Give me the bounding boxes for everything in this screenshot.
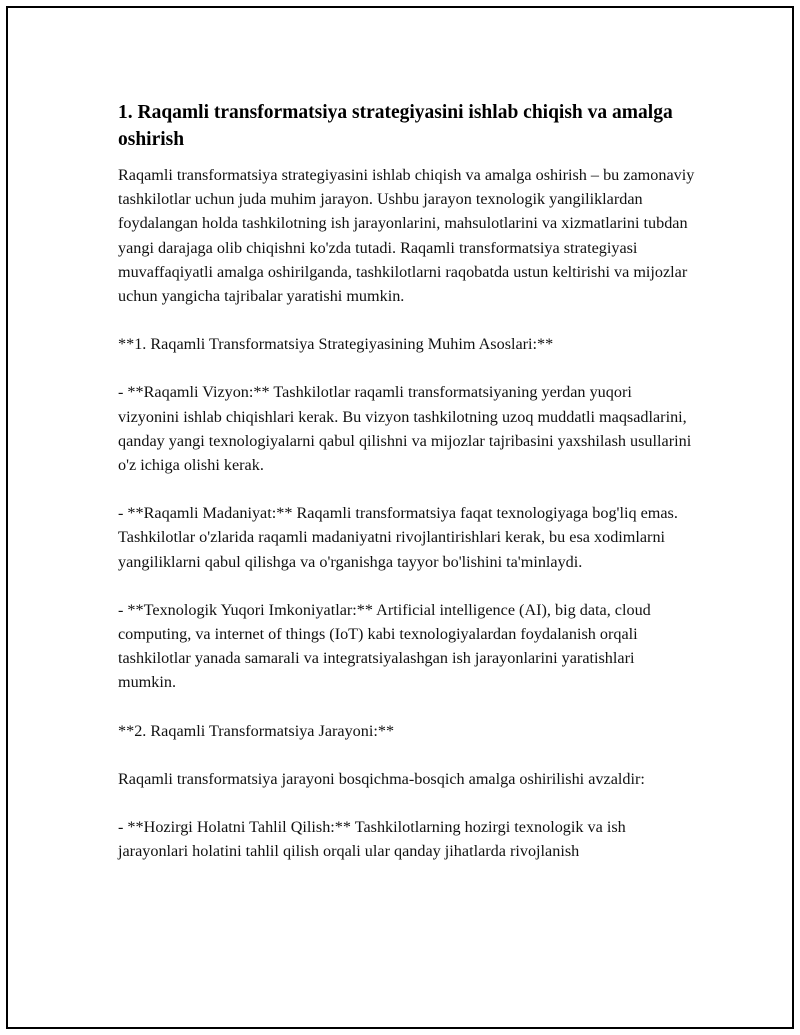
paragraph-jarayon-intro: Raqamli transformatsiya jarayoni bosqichma-bosqich amalga oshirilishi avzaldir: xyxy=(118,769,645,788)
section-heading-jarayoni: **2. Raqamli Transformatsiya Jarayoni:** xyxy=(118,721,395,740)
document-page xyxy=(6,6,794,1029)
list-item-hozirgi-holat: - **Hozirgi Holatni Tahlil Qilish:** Tashkilotlarning hozirgi texnologik va ish jarayonlari holatini tahlil qilish orqali ular qanday jihatlarda rivojlanish xyxy=(118,818,626,861)
section-heading-asoslari: **1. Raqamli Transformatsiya Strategiyasining Muhim Asoslari:** xyxy=(118,335,554,354)
list-item-raqamli-madaniyat: - **Raqamli Madaniyat:** Raqamli transformatsiya faqat texnologiyaga bog'liq emas. Tashkilotlar o'zlarida raqamli madaniyatni rivojlantirishlari kerak, bu esa xodimlarni yangiliklarni qabul qilishga va o'rganishga tayyor bo'lishini ta'minlaydi. xyxy=(118,504,678,571)
list-item-raqamli-vizyon: - **Raqamli Vizyon:** Tashkilotlar raqamli transformatsiyaning yerdan yuqori vizyonini ishlab chiqishlari kerak. Bu vizyon tashkilotning uzoq muddatli maqsadlarini, qanday yangi texnologiyalarni qabul qilishni va mijozlar tajribasini yaxshilash usullarini o'z ichiga olishi kerak. xyxy=(118,383,692,475)
document-title: 1. Raqamli transformatsiya strategiyasini ishlab chiqish va amalga oshirish xyxy=(118,102,673,150)
list-item-texnologik-imkoniyatlar: - **Texnologik Yuqori Imkoniyatlar:** Artificial intelligence (AI), big data, cloud computing, va internet of things (IoT) kabi texnologiyalardan foydalanish orqali tashkilotlar yanada samarali va integratsiyalashgan ish jarayonlarini yaratishlari mumkin. xyxy=(118,600,651,692)
paragraph-intro: Raqamli transformatsiya strategiyasini ishlab chiqish va amalga oshirish – bu zamonaviy tashkilotlar uchun juda muhim jarayon. Ushbu jarayon texnologik yangiliklardan foydalangan holda tashkilotning ish jarayonlarini, mahsulotlarini va xizmatlarini tubdan yangi darajaga olib chiqishni ko'zda tutadi. Raqamli transformatsiya strategiyasi muvaffaqiyatli amalga oshirilganda, tashkilotlarni raqobatda ustun keltirishi va mijozlar uchun yangicha tajribalar yaratishi mumkin. xyxy=(118,166,695,306)
document-content xyxy=(118,99,696,887)
